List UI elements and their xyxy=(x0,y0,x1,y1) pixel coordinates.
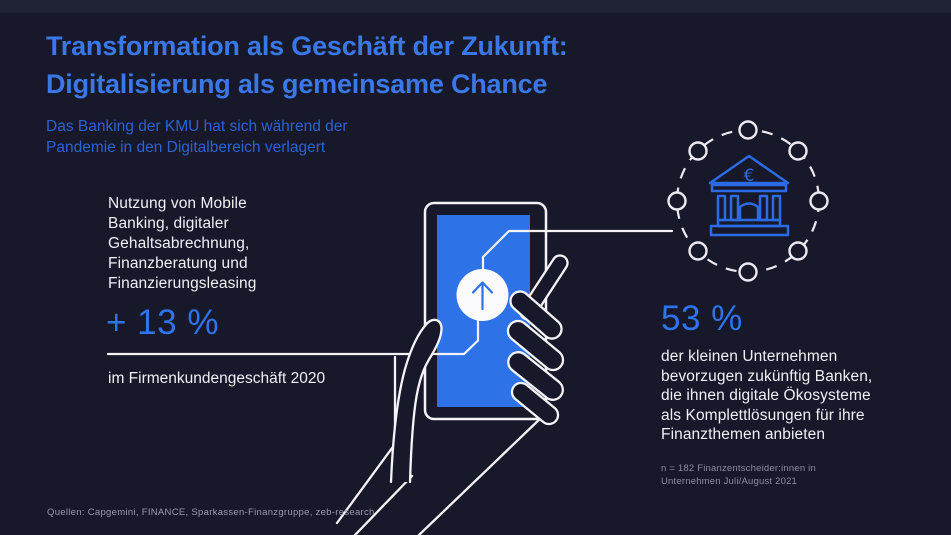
bank-building-icon xyxy=(710,156,788,235)
bank-column xyxy=(731,196,738,220)
bank-column xyxy=(773,196,780,220)
ring-node xyxy=(669,193,686,210)
title-line-2: Digitalisierung als gemeinsame Chance xyxy=(46,69,548,99)
subtitle-line-2: Pandemie in den Digitalbereich verlagert xyxy=(46,138,326,156)
subtitle-line-1: Das Banking der KMU hat sich während der xyxy=(46,118,348,135)
euro-symbol-icon: € xyxy=(743,166,755,186)
dashed-ecosystem-ring-icon xyxy=(669,122,828,281)
stat-right-value: 53 % xyxy=(661,299,743,338)
title-line-1: Transformation als Geschäft der Zukunft: xyxy=(46,31,568,61)
page-subtitle xyxy=(46,117,348,158)
stat-right-desc-line: Finanzthemen anbieten xyxy=(661,426,826,444)
hand-wrist-line xyxy=(355,476,412,535)
hand-palm-left-edge xyxy=(337,357,395,523)
ring-node xyxy=(790,143,807,160)
ring-node xyxy=(690,243,707,260)
stat-right-description xyxy=(661,347,872,445)
ring-node xyxy=(690,143,707,160)
stat-left-desc-line: Finanzberatung und xyxy=(108,255,248,272)
footnote-line: Unternehmen Juli/August 2021 xyxy=(661,475,798,487)
footnote-line: n = 182 Finanzentscheider:innen in xyxy=(661,463,816,474)
stat-left-desc-line: Finanzierungsleasing xyxy=(108,275,257,292)
bank-step-lower xyxy=(711,226,788,235)
stat-left-value: + 13 % xyxy=(106,303,219,342)
ring-node xyxy=(740,122,757,139)
stat-left-caption: im Firmenkundengeschäft 2020 xyxy=(108,370,326,387)
stat-left-desc-line: Nutzung von Mobile xyxy=(108,195,247,212)
stat-left-desc-line: Gehaltsabrechnung, xyxy=(108,235,250,252)
bank-column xyxy=(718,196,725,220)
stat-right-desc-line: bevorzugen zukünftig Banken, xyxy=(661,367,873,385)
stat-left-desc-line: Banking, digitaler xyxy=(108,215,229,232)
sources-line: Quellen: Capgemini, FINANCE, Sparkassen-Finanzgruppe, zeb-research xyxy=(47,507,375,518)
stat-right-desc-line: die ihnen digitale Ökosysteme xyxy=(661,387,871,405)
stat-left-description xyxy=(108,194,256,294)
sample-footnote xyxy=(661,463,816,488)
hand-palm-right-edge xyxy=(419,416,543,535)
ring-node xyxy=(790,243,807,260)
arrow-up-circle-icon xyxy=(457,269,509,321)
ring-node xyxy=(740,264,757,281)
bank-door xyxy=(740,204,758,221)
bank-column xyxy=(760,196,767,220)
stat-right-desc-line: als Komplettlösungen für ihre xyxy=(661,406,865,424)
page-title xyxy=(46,27,568,103)
ring-node xyxy=(811,193,828,210)
stat-right-desc-line: der kleinen Unternehmen xyxy=(661,348,838,365)
thumb xyxy=(391,320,442,482)
